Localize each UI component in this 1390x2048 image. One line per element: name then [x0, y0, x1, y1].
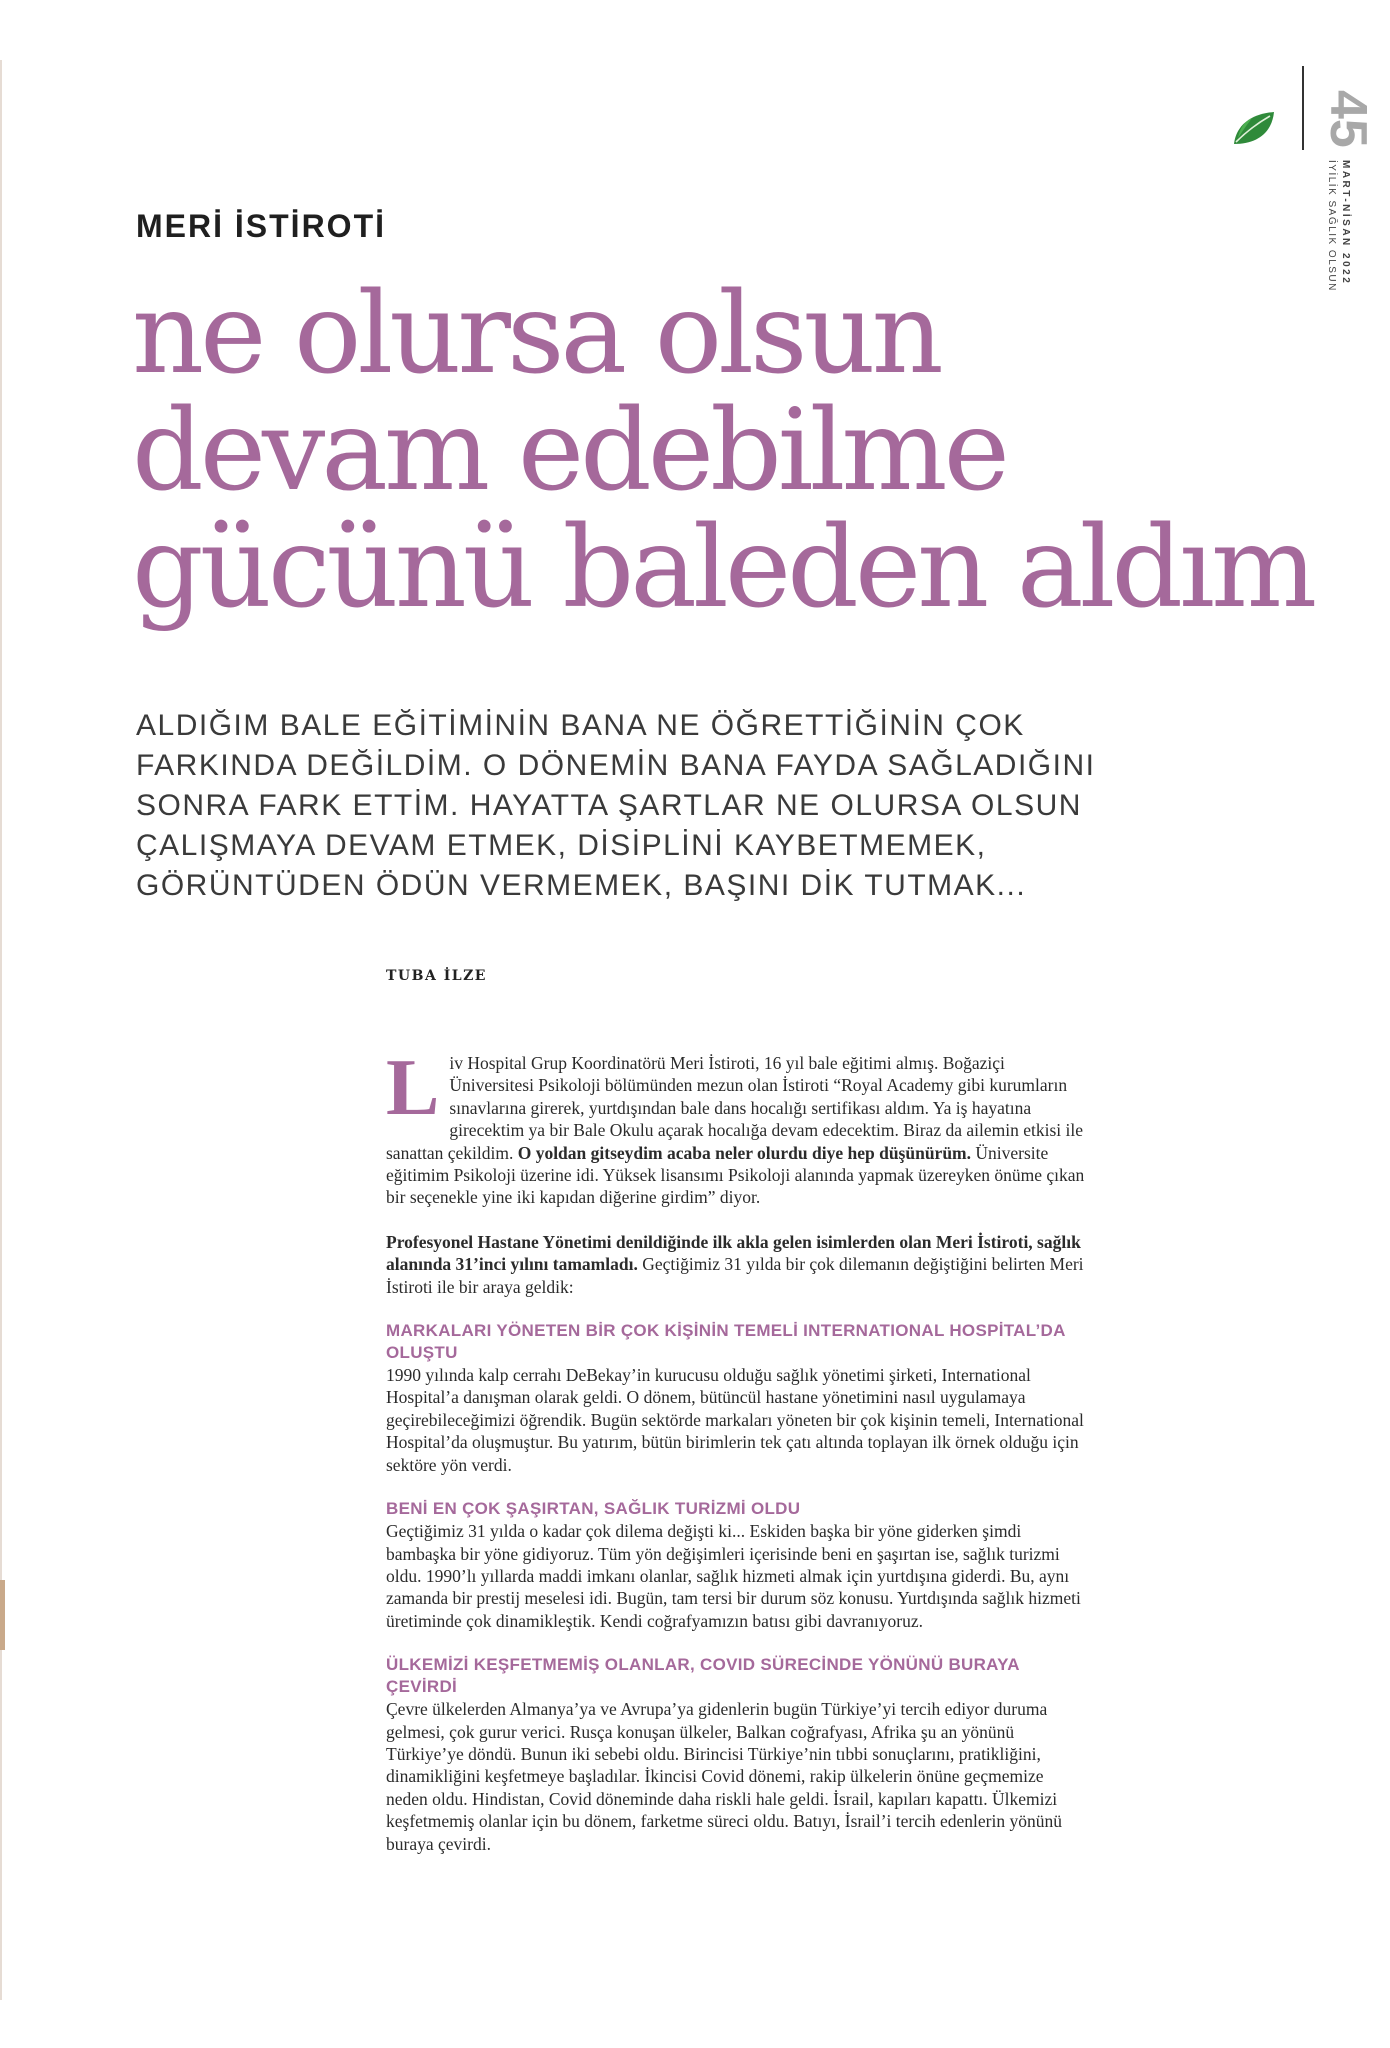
section-heading-2: BENİ EN ÇOK ŞAŞIRTAN, SAĞLIK TURİZMİ OLDU: [386, 1499, 801, 1519]
lead-line: SONRA FARK ETTİM. HAYATTA ŞARTLAR NE OLURSA OLSUN: [136, 789, 1082, 822]
headline-line-2: devam edebilme: [132, 386, 1006, 516]
byline: TUBA İLZE: [386, 968, 487, 984]
person-name: MERİ İSTİROTİ: [136, 208, 386, 244]
section-1-text: 1990 yılında kalp cerrahı DeBekay’in kurucusu olduğu sağlık yönetimi şirketi, International Hospital’a danışman olarak geldi. O dönem, bütüncül hastane yönetimini nasıl uygulamaya geçirebileceğimizi öğrendik. Bugün sektörde markaları yöneten bir çok kişinin temeli, International Hospital’da oluşmuştur. Bu yatırım, bütün birimlerin tek çatı altında toplayan ilk örnek olduğu için sektöre yön verdi.: [386, 1365, 1084, 1475]
issue-date: MART-NİSAN 2022: [1340, 160, 1351, 286]
headline-line-1: ne olursa olsun: [132, 269, 940, 399]
article-body: [386, 1044, 1086, 1855]
article-paragraph-intro: [386, 1044, 1086, 1209]
drop-cap: L: [386, 1044, 440, 1132]
lead-line: GÖRÜNTÜDEN ÖDÜN VERMEMEK, BAŞINI DİK TUTMAK...: [136, 869, 1027, 902]
magazine-name: İYİLİK SAĞLIK OLSUN: [1326, 160, 1337, 292]
lead-paragraph: [136, 706, 1256, 906]
paragraph-2-highlight: Profesyonel Hastane Yönetimi denildiğinde ilk akla gelen isimlerden olan Meri İstiroti, sağlık alanında 31’inci yılını tamamladı.: [386, 1231, 1081, 1275]
masthead-divider: [1302, 66, 1304, 150]
intro-text: iv Hospital Grup Koordinatörü Meri İstiroti, 16 yıl bale eğitimi almış. Boğaziçi Üniversitesi Psikoloji bölümünden mezun olan İstiroti “Royal Academy gibi kurumların sınavlarına girerek, yurtdışından bale dans hocalığı sertifikası aldım. Ya iş hayatına girecektim ya bir Bale Okulu açarak hocalığa devam edecektim. Biraz da ailemin etkisi ile sanattan çekildim.: [386, 1053, 1083, 1163]
lead-line: ÇALIŞMAYA DEVAM ETMEK, DİSİPLİNİ KAYBETMEMEK,: [136, 829, 987, 862]
paragraph-2-text: Geçtiğimiz 31 yılda bir çok dilemanın değiştiğini belirten Meri İstiroti ile bir araya geldik:: [386, 1254, 1084, 1297]
leaf-icon: [1230, 108, 1278, 148]
section-3-text: Çevre ülkelerden Almanya’ya ve Avrupa’ya gidenlerin bugün Türkiye’yi tercih ediyor duruma gelmesi, çok gurur verici. Rusça konuşan ülkeler, Balkan coğrafyası, Afrika şu an yönünü Türkiye’ye döndü. Bunun iki sebebi oldu. Birincisi Türkiye’nin tıbbi sonuçlarını, pratikliğini, dinamikliğini keşfetmeye başladılar. İkincisi Covid dönemi, rakip ülkelerin önüne geçmemize neden oldu. Hindistan, Covid döneminde daha riskli hale geldi. İsrail, kapıları kapattı. Ülkemizi keşfetmemiş olanlar için bu dönem, farketme süreci oldu. Batıyı, İsrail’i tercih edenlerin yönünü buraya çevirdi.: [386, 1699, 1062, 1854]
lead-line: ALDIĞIM BALE EĞİTİMİNİN BANA NE ÖĞRETTİĞİNİN ÇOK: [136, 709, 1025, 742]
section-heading-1: MARKALARI YÖNETEN BİR ÇOK KİŞİNİN TEMELİ INTERNATIONAL HOSPİTAL’DA OLUŞTU: [386, 1321, 1066, 1363]
section-heading-3: ÜLKEMİZİ KEŞFETMEMİŞ OLANLAR, COVID SÜRECİNDE YÖNÜNÜ BURAYA ÇEVİRDİ: [386, 1655, 1020, 1697]
section-2-text: Geçtiğimiz 31 yılda o kadar çok dilema değişti ki... Eskiden başka bir yöne giderken şimdi bambaşka bir yöne gidiyoruz. Tüm yön değişimleri içerisinde beni en şaşırtan ise, sağlık turizmi oldu. 1990’lı yıllarda maddi imkanı olanlar, sağlık hizmeti almak için yurtdışına giderdi. Bu, aynı zamanda bir prestij meselesi idi. Bugün, tam tersi bir durum söz konusu. Yurtdışında sağlık hizmeti üretiminde çok dinamikleştik. Kendi coğrafyamızın batısı gibi davranıyoruz.: [386, 1521, 1081, 1631]
headline-line-3: gücünü baleden aldım: [132, 503, 1314, 633]
page-edge: [0, 60, 2, 2000]
intro-text-end: Üniversite eğitimim Psikoloji üzerine idi. Yüksek lisansımı Psikoloji alanında yapmak üzereyken önüme çıkan bir seçenekle yine iki kapıdan diğerine girdim” diyor.: [386, 1142, 1085, 1208]
intro-highlight: O yoldan gitseydim acaba neler olurdu diye hep düşünürüm.: [517, 1142, 972, 1163]
article-paragraph-2: [386, 1231, 1086, 1298]
page-number: 45: [1319, 90, 1377, 148]
lead-line: FARKINDA DEĞİLDİM. O DÖNEMİN BANA FAYDA SAĞLADIĞINI: [136, 749, 1096, 782]
page-edge-mark: [0, 1580, 5, 1650]
